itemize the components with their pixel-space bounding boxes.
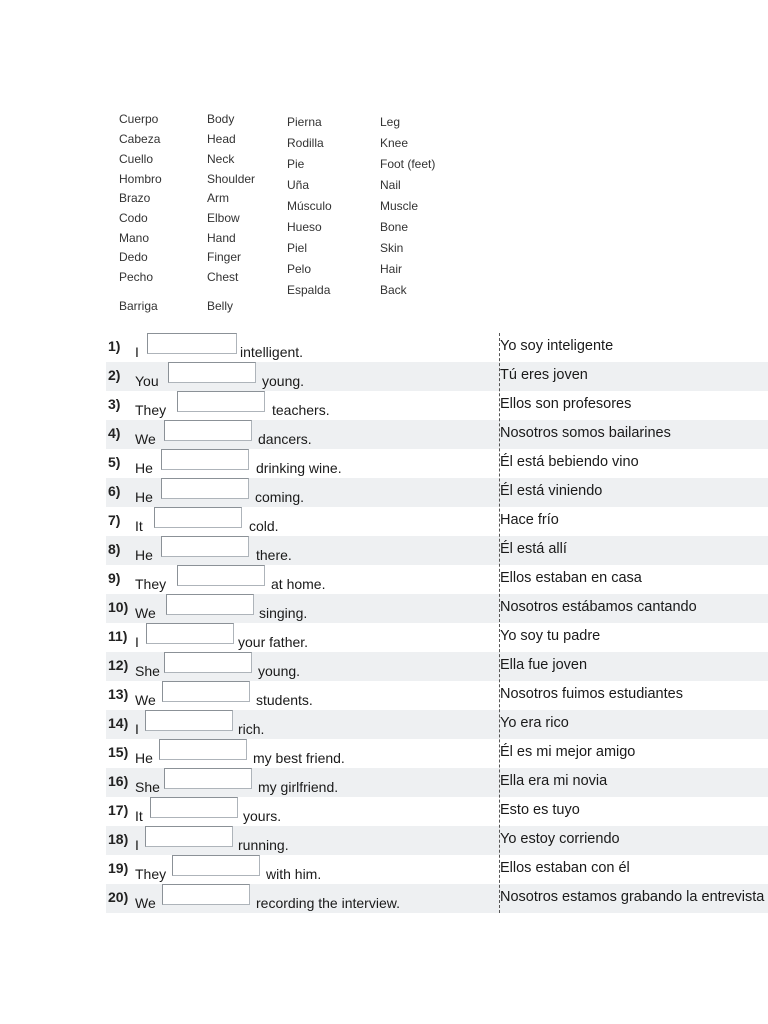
subject-word: It [135,808,143,824]
translation-text: Él está allí [500,541,567,557]
vocab-word: Barriga [119,299,158,313]
vocab-word: Cuello [119,152,154,166]
subject-word: They [135,866,167,882]
vocab-word: Elbow [207,211,240,225]
vocab-word: Belly [207,299,234,313]
sentence-rest: at home. [271,576,326,592]
item-number: 12) [108,657,129,673]
answer-input[interactable] [177,565,265,586]
translation-text: Ellos estaban en casa [500,570,642,586]
sentence-rest: young. [258,663,301,679]
item-number: 1) [108,338,121,354]
exercise-row [106,391,768,420]
vocab-word: Piel [287,241,308,255]
sentence-rest: running. [238,837,289,853]
item-number: 9) [108,570,121,586]
subject-word: They [135,402,167,418]
sentence-rest: singing. [259,605,308,621]
answer-input[interactable] [164,768,252,789]
exercise-table [106,333,768,913]
answer-input[interactable] [161,478,249,499]
item-number: 18) [108,831,129,847]
sentence-rest: with him. [266,866,322,882]
subject-word: She [135,779,160,795]
vocab-word: Rodilla [287,136,324,150]
subject-word: He [135,547,153,563]
vocab-word: Mano [119,231,150,245]
item-number: 20) [108,889,129,905]
sentence-rest: drinking wine. [256,460,342,476]
translation-text: Yo estoy corriendo [500,831,620,847]
vocab-word: Bone [380,220,409,234]
answer-input[interactable] [164,420,252,441]
answer-input[interactable] [164,652,252,673]
answer-input[interactable] [162,681,250,702]
translation-text: Ellos estaban con él [500,860,630,876]
answer-input[interactable] [177,391,265,412]
vocab-word: Pelo [287,262,312,276]
translation-text: Nosotros fuimos estudiantes [500,686,683,702]
sentence-rest: teachers. [272,402,330,418]
answer-input[interactable] [168,362,256,383]
sentence-rest: your father. [238,634,309,650]
item-number: 15) [108,744,129,760]
vocab-word: Dedo [119,250,148,264]
vocab-word: Leg [380,115,401,129]
item-number: 2) [108,367,121,383]
vocab-word: Muscle [380,199,419,213]
sentence-rest: rich. [238,721,265,737]
exercise-row [106,855,768,884]
subject-word: I [135,634,139,650]
vocab-word: Codo [119,211,148,225]
answer-input[interactable] [145,710,233,731]
item-number: 4) [108,425,121,441]
vocab-word: Hand [207,231,236,245]
item-number: 8) [108,541,121,557]
sentence-rest: my girlfriend. [258,779,339,795]
sentence-rest: students. [256,692,313,708]
exercise-row [106,333,768,362]
item-number: 5) [108,454,121,470]
translation-text: Tú eres joven [500,367,588,383]
answer-input[interactable] [146,623,234,644]
translation-text: Hace frío [500,512,559,528]
answer-input[interactable] [172,855,260,876]
exercise-row [106,797,768,826]
item-number: 3) [108,396,121,412]
subject-word: He [135,750,153,766]
translation-text: Nosotros estamos grabando la entrevista [500,889,765,905]
subject-word: It [135,518,143,534]
vocab-word: Back [380,283,407,297]
item-number: 13) [108,686,129,702]
exercise-row [106,710,768,739]
vocab-word: Hombro [119,172,162,186]
item-number: 10) [108,599,129,615]
vocab-word: Finger [207,250,242,264]
translation-text: Nosotros somos bailarines [500,425,671,441]
exercise-row [106,362,768,391]
subject-word: We [135,895,156,911]
item-number: 19) [108,860,129,876]
item-number: 7) [108,512,121,528]
vocab-word: Cabeza [119,132,161,146]
answer-input[interactable] [159,739,247,760]
exercise-row [106,536,768,565]
exercise-row [106,507,768,536]
vocab-word: Brazo [119,191,151,205]
vocab-word: Arm [207,191,229,205]
vocab-word: Chest [207,270,239,284]
vocab-word: Pie [287,157,305,171]
exercise-row [106,681,768,710]
vocab-word: Cuerpo [119,112,159,126]
vocab-word: Foot (feet) [380,157,436,171]
item-number: 6) [108,483,121,499]
answer-input[interactable] [145,826,233,847]
exercise-row [106,449,768,478]
sentence-rest: my best friend. [253,750,345,766]
vocab-word: Pecho [119,270,154,284]
vocab-word: Uña [287,178,310,192]
translation-text: Él está bebiendo vino [500,454,639,470]
vocab-column-spanish-1 [119,112,203,322]
sentence-rest: young. [262,373,305,389]
translation-text: Ella era mi novia [500,773,608,789]
translation-text: Ellos son profesores [500,396,632,412]
vocab-word: Head [207,132,236,146]
subject-word: I [135,837,139,853]
translation-text: Yo soy inteligente [500,338,614,354]
answer-input[interactable] [147,333,237,354]
vocab-word: Músculo [287,199,332,213]
sentence-rest: recording the interview. [256,895,400,911]
item-number: 17) [108,802,129,818]
answer-input[interactable] [154,507,242,528]
translation-text: Nosotros estábamos cantando [500,599,697,615]
answer-input[interactable] [150,797,238,818]
vocab-word: Nail [380,178,401,192]
vocab-word: Neck [207,152,235,166]
vocab-word: Knee [380,136,409,150]
subject-word: I [135,721,139,737]
subject-word: We [135,692,156,708]
item-number: 11) [108,628,128,644]
sentence-rest: coming. [255,489,305,505]
exercise-row [106,826,768,855]
translation-text: Esto es tuyo [500,802,580,818]
translation-text: Él es mi mejor amigo [500,744,636,760]
answer-input[interactable] [161,536,249,557]
sentence-rest: dancers. [258,431,312,447]
exercise-row [106,594,768,623]
vocab-word: Hueso [287,220,322,234]
sentence-rest: intelligent. [240,344,304,360]
sentence-rest: cold. [249,518,279,534]
exercise-row [106,652,768,681]
exercise-row [106,739,768,768]
subject-word: He [135,489,153,505]
exercise-row [106,478,768,507]
vocab-word: Espalda [287,283,331,297]
answer-input[interactable] [161,449,249,470]
translation-text: Él está viniendo [500,483,603,499]
answer-input[interactable] [162,884,250,905]
exercise-row [106,420,768,449]
subject-word: He [135,460,153,476]
subject-word: I [135,344,139,360]
subject-word: You [135,373,159,389]
vocab-word: Hair [380,262,403,276]
translation-text: Ella fue joven [500,657,588,673]
translation-text: Yo era rico [500,715,569,731]
exercise-row [106,623,768,652]
item-number: 16) [108,773,129,789]
vocab-word: Pierna [287,115,322,129]
vocab-word: Shoulder [207,172,256,186]
vocab-word: Skin [380,241,404,255]
subject-word: We [135,605,156,621]
subject-word: We [135,431,156,447]
subject-word: They [135,576,167,592]
vocab-column-spanish-2 [287,115,375,305]
vocab-column-english-2 [380,115,470,305]
sentence-rest: there. [256,547,292,563]
subject-word: She [135,663,160,679]
answer-input[interactable] [166,594,254,615]
vocab-column-english-1 [207,112,281,322]
vocab-word: Body [207,112,235,126]
exercise-row [106,768,768,797]
exercise-row [106,884,768,913]
item-number: 14) [108,715,129,731]
column-divider [499,333,500,913]
sentence-rest: yours. [243,808,282,824]
translation-text: Yo soy tu padre [500,628,601,644]
exercise-row [106,565,768,594]
